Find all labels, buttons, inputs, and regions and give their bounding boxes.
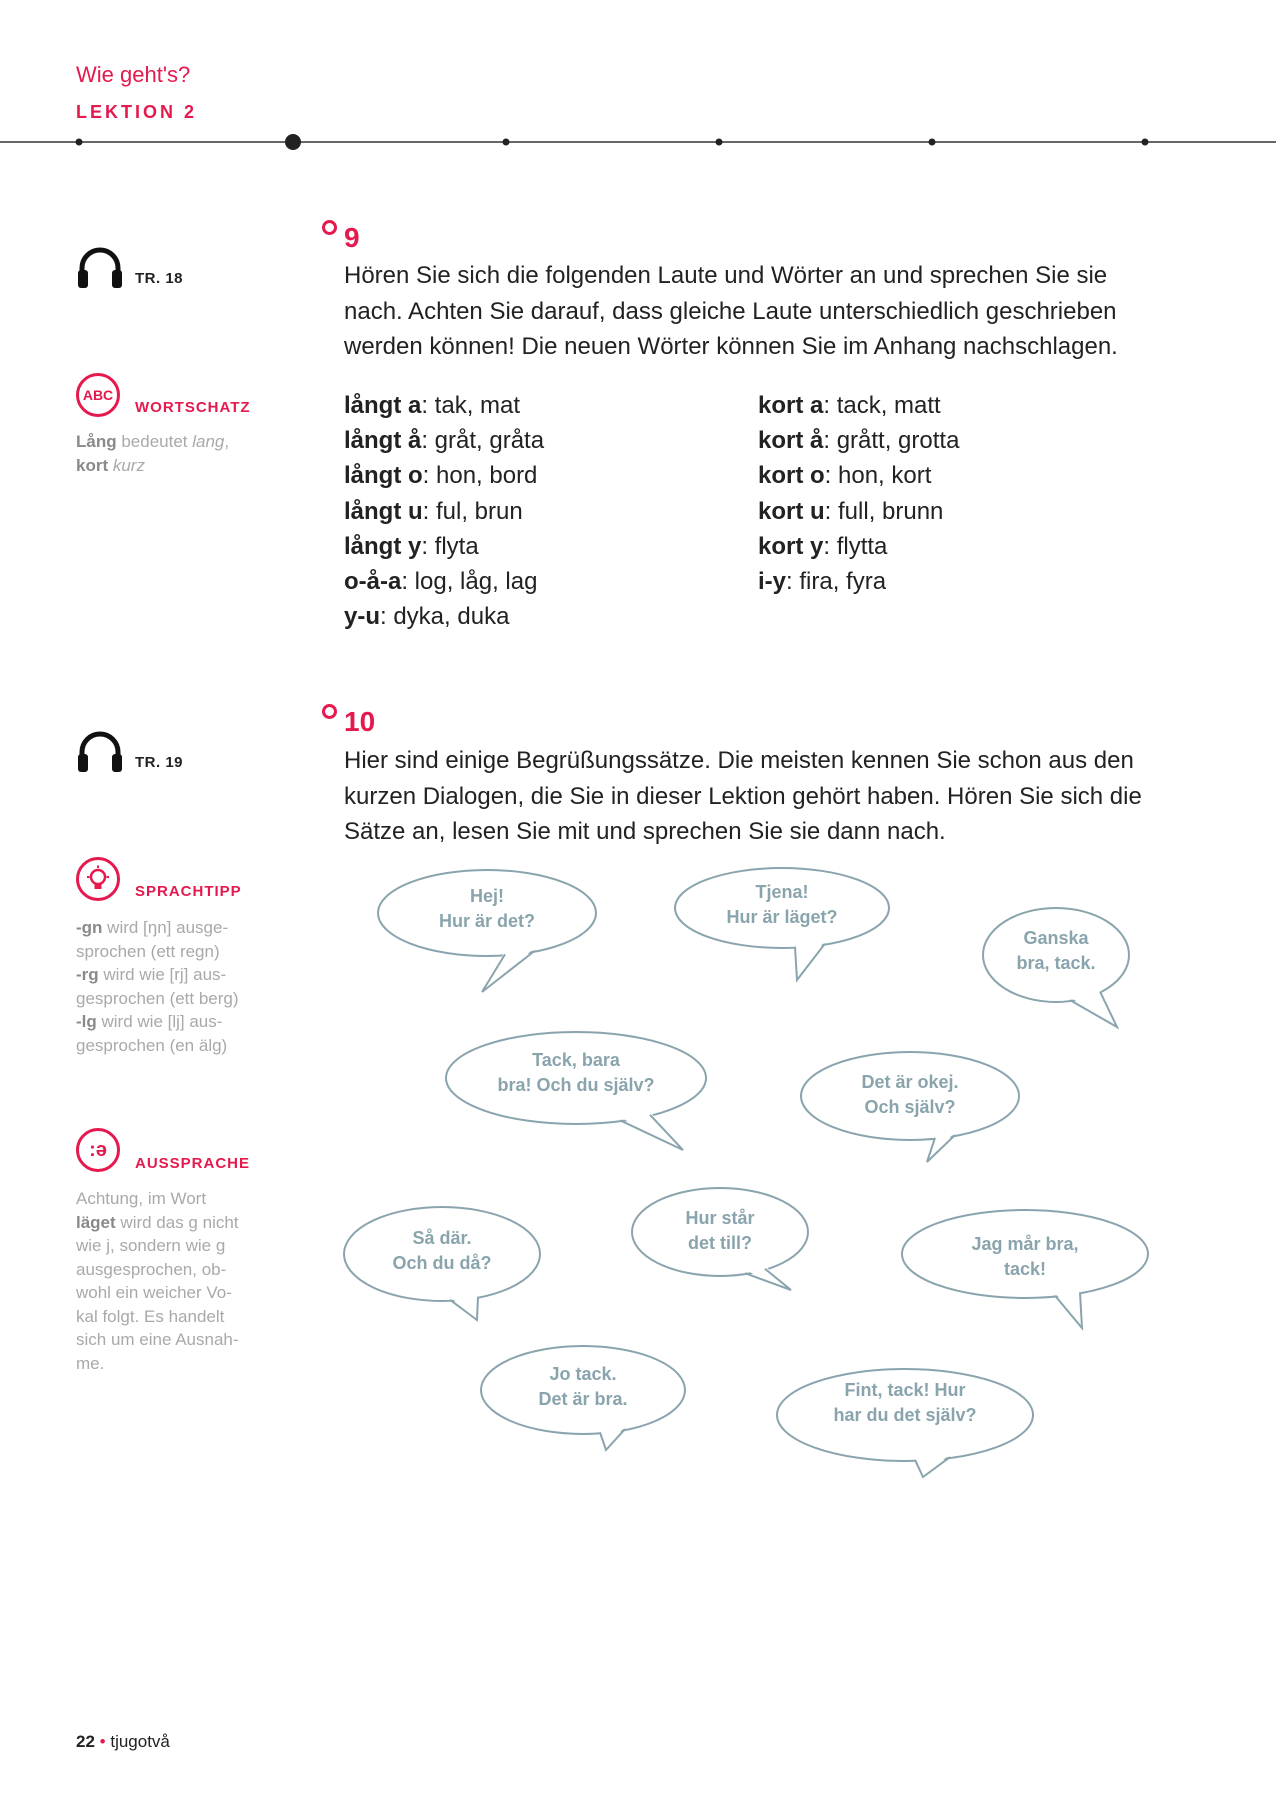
language-tip-label: SPRACHTIPP [135, 883, 242, 900]
page-word: tjugotvå [110, 1732, 170, 1751]
track-label-19: TR. 19 [135, 754, 184, 771]
vocabulary-icon-text: ABC [82, 387, 114, 403]
pronunciation-note: Achtung, im Wort läget wird das g nicht wie j, sondern wie g ausgesprochen, ob- wohl ein weicher Vo- kal folgt. Es handelt sich um eine Ausnah- me. [76, 1189, 239, 1373]
page-number: 22 [76, 1732, 95, 1751]
speech-bubble-text: Tack, bara bra! Och du själv? [497, 1050, 655, 1095]
list-item: kort a: tack, matt [758, 392, 941, 419]
track-label-18: TR. 18 [135, 270, 184, 287]
speech-bubble-text: Fint, tack! Hur har du det själv? [833, 1380, 977, 1425]
list-item: långt o: hon, bord [344, 462, 538, 490]
vocabulary-label: WORTSCHATZ [135, 399, 251, 416]
list-item: kort o: hon, kort [758, 462, 932, 490]
list-item: kort u: full, brunn [758, 497, 944, 525]
list-item: långt y: flyta [344, 532, 479, 560]
exercise-9-instructions: Hören Sie sich die folgenden Laute und Wörter an und sprechen Sie sie nach. Achten Sie darauf, dass gleiche Laute unterschiedlich geschrieben werden können! Die neuen Wörter können Sie im Anhang nachschlagen. [344, 262, 1118, 360]
page-footer [76, 1732, 170, 1752]
list-item: kort å: grått, grotta [758, 427, 960, 455]
list-item: långt u: ful, brun [344, 497, 523, 525]
pronunciation-icon-text: :ə [89, 1138, 107, 1161]
language-tip-note: -gn wird [ŋn] ausge- sprochen (ett regn) -rg wird wie [rj] aus- gesprochen (ett berg) -lg wird wie [lj] aus- gesprochen (en älg) [76, 918, 239, 1055]
speech-bubble-text: Hur står det till? [685, 1208, 755, 1253]
lesson-label: LEKTION 2 [76, 102, 198, 122]
exercise-10-instructions: Hier sind einige Begrüßungssätze. Die meisten kennen Sie schon aus den kurzen Dialogen, die Sie in dieser Lektion gehört haben. Hören Sie sich die Sätze an, lesen Sie mit und sprechen Sie sie dann nach. [344, 747, 1142, 845]
vocabulary-note: Lång bedeutet lang, kort kurz [76, 432, 230, 475]
chapter-title: Wie geht's? [76, 62, 191, 87]
list-item: långt å: gråt, gråta [344, 427, 545, 455]
list-item: o-å-a: log, låg, lag [344, 568, 538, 596]
list-item: y-u: dyka, duka [344, 603, 510, 631]
footer-bullet: • [99, 1732, 106, 1751]
exercise-number-9: 9 [344, 222, 360, 253]
list-item: i-y: fira, fyra [758, 568, 887, 596]
list-item: kort y: flytta [758, 532, 888, 560]
speech-bubble-text: Jag mår bra, tack! [971, 1234, 1079, 1279]
pronunciation-label: AUSSPRACHE [135, 1155, 251, 1172]
speech-bubble-text: Hej! Hur är det? [438, 886, 535, 931]
speech-bubble-text: Jo tack. Det är bra. [538, 1364, 628, 1409]
speech-bubble-text: Det är okej. Och själv? [861, 1072, 959, 1117]
speech-bubble-text: Så där. Och du då? [392, 1228, 492, 1273]
list-item: långt a: tak, mat [344, 392, 521, 419]
speech-bubble-text: Ganska bra, tack. [1016, 928, 1096, 973]
speech-bubble-text: Tjena! Hur är läget? [726, 882, 838, 927]
exercise-number-10: 10 [344, 706, 376, 737]
